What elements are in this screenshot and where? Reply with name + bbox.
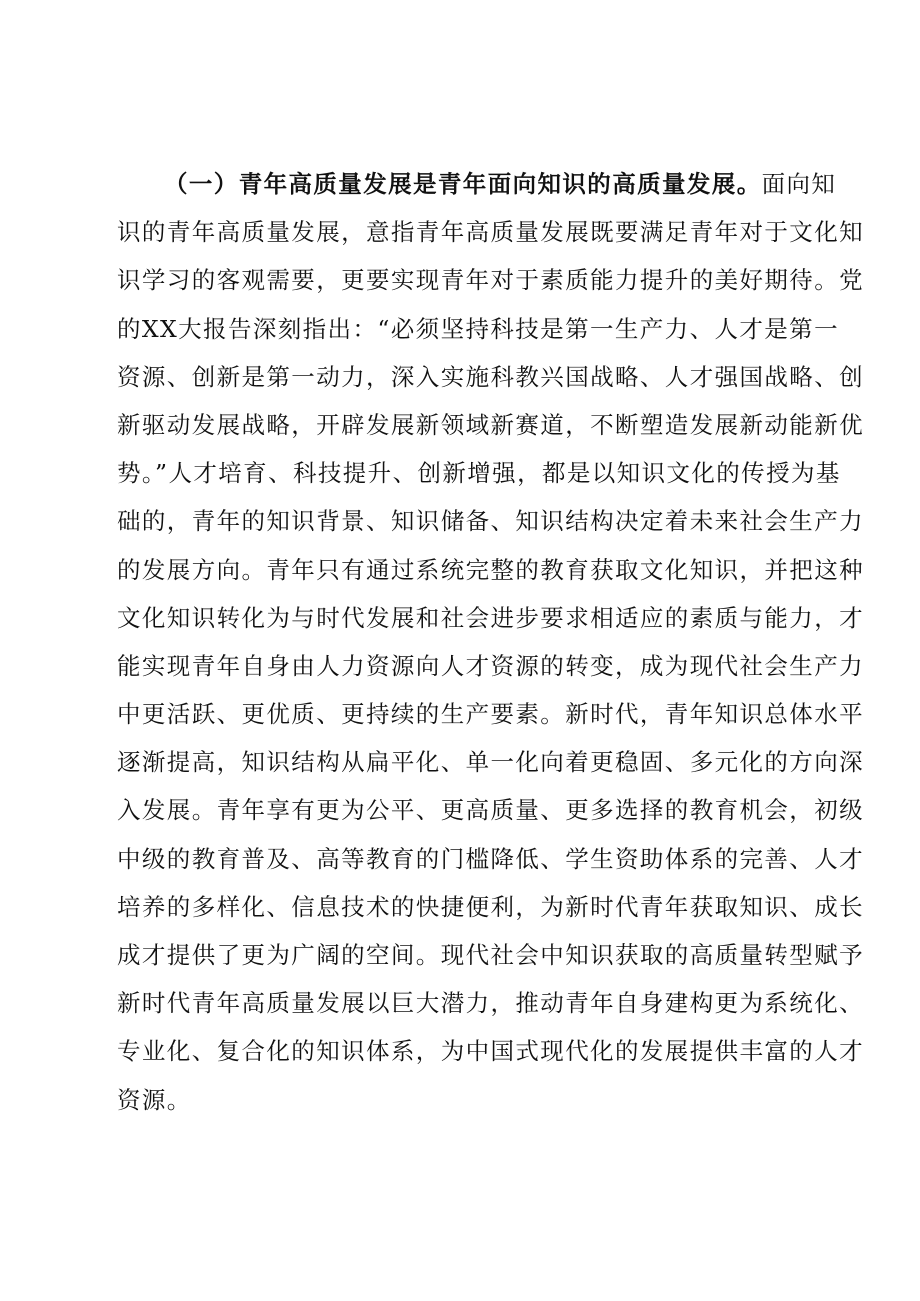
paragraph-line: 识的青年高质量发展，意指青年高质量发展既要满足青年对于文化知 <box>117 218 864 247</box>
paragraph-text: 面向知 <box>761 170 837 198</box>
body-paragraph <box>117 160 864 1124</box>
paragraph-line: 资源、创新是第一动力，深入实施科教兴国战略、人才强国战略、创 <box>117 362 864 391</box>
paragraph-line <box>117 160 837 208</box>
paragraph-line: 逐渐提高，知识结构从扁平化、单一化向着更稳固、多元化的方向深 <box>117 748 864 777</box>
paragraph-line: 识学习的客观需要，更要实现青年对于素质能力提升的美好期待。党 <box>117 266 864 295</box>
paragraph-line: 础的，青年的知识背景、知识储备、知识结构决定着未来社会生产力 <box>117 507 864 536</box>
paragraph-line: 的发展方向。青年只有通过系统完整的教育获取文化知识，并把这种 <box>117 555 864 584</box>
paragraph-line: 培养的多样化、信息技术的快捷便利，为新时代青年获取知识、成长 <box>117 892 864 921</box>
paragraph-line: 新驱动发展战略，开辟发展新领域新赛道，不断塑造发展新动能新优 <box>117 410 864 439</box>
paragraph-line: 的XX大报告深刻指出：“必须坚持科技是第一生产力、人才是第一 <box>117 314 839 343</box>
paragraph-line: 中级的教育普及、高等教育的门槛降低、学生资助体系的完善、人才 <box>117 844 864 873</box>
paragraph-line: 成才提供了更为广阔的空间。现代社会中知识获取的高质量转型赋予 <box>117 941 864 969</box>
paragraph-line: 入发展。青年享有更为公平、更高质量、更多选择的教育机会，初级 <box>117 796 864 825</box>
section-heading: （一）青年高质量发展是青年面向知识的高质量发展。 <box>164 170 762 198</box>
paragraph-line: 能实现青年自身由人力资源向人才资源的转变，成为现代社会生产力 <box>117 651 864 680</box>
paragraph-line: 势。”人才培育、科技提升、创新增强，都是以知识文化的传授为基 <box>117 459 841 488</box>
paragraph-line: 资源。 <box>117 1085 192 1114</box>
paragraph-line: 中更活跃、更优质、更持续的生产要素。新时代，青年知识总体水平 <box>117 700 864 729</box>
paragraph-line: 专业化、复合化的知识体系，为中国式现代化的发展提供丰富的人才 <box>117 1037 864 1066</box>
paragraph-line: 文化知识转化为与时代发展和社会进步要求相适应的素质与能力，才 <box>117 603 864 632</box>
paragraph-line: 新时代青年高质量发展以巨大潜力，推动青年自身建构更为系统化、 <box>117 989 864 1018</box>
